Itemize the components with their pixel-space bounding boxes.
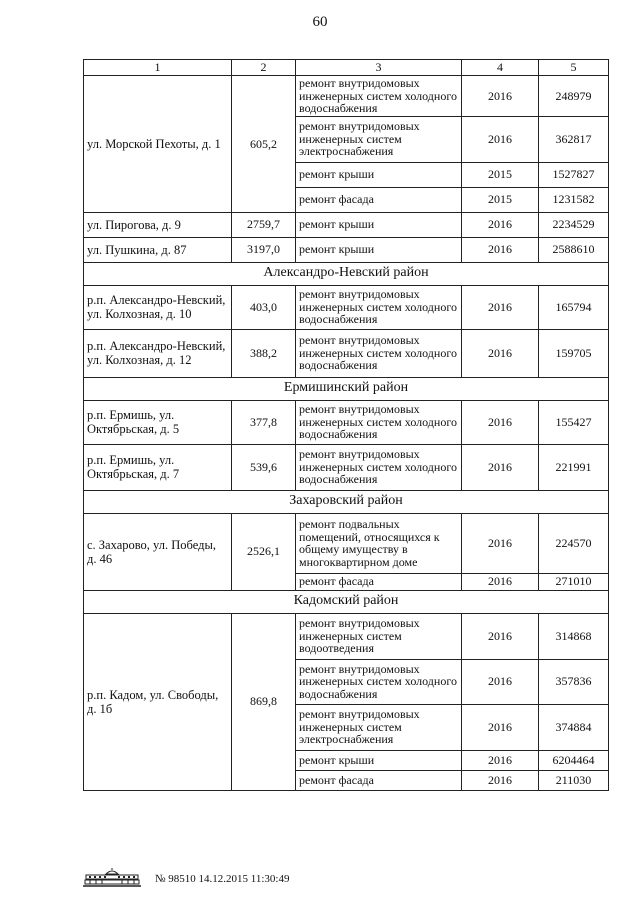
year-cell: 2016 bbox=[462, 76, 539, 117]
cost-cell: 357836 bbox=[539, 659, 609, 704]
table-row bbox=[84, 400, 609, 444]
work-type-cell: ремонт крыши bbox=[296, 162, 462, 187]
table-row bbox=[84, 285, 609, 329]
cost-cell: 248979 bbox=[539, 76, 609, 117]
work-type-cell: ремонт внутридомовых инженерных систем холодного водоснабжения bbox=[296, 400, 462, 444]
cost-cell: 211030 bbox=[539, 770, 609, 790]
table-row bbox=[84, 212, 609, 237]
work-type-cell: ремонт внутридомовых инженерных систем водоотведения bbox=[296, 613, 462, 659]
cost-cell: 2588610 bbox=[539, 237, 609, 262]
page-number: 60 bbox=[312, 14, 328, 30]
work-type-cell: ремонт крыши bbox=[296, 237, 462, 262]
year-cell: 2016 bbox=[462, 237, 539, 262]
district-header-row bbox=[84, 590, 609, 613]
work-type-cell: ремонт внутридомовых инженерных систем электроснабжения bbox=[296, 704, 462, 750]
district-name: Кадомский район bbox=[84, 590, 609, 613]
work-type-cell: ремонт внутридомовых инженерных систем холодного водоснабжения bbox=[296, 76, 462, 117]
district-name: Захаровский район bbox=[84, 490, 609, 513]
work-type-cell: ремонт внутридомовых инженерных систем холодного водоснабжения bbox=[296, 444, 462, 490]
year-cell: 2015 bbox=[462, 162, 539, 187]
address-cell: с. Захарово, ул. Победы, д. 46 bbox=[84, 513, 232, 590]
year-cell: 2016 bbox=[462, 613, 539, 659]
address-cell: р.п. Ермишь, ул. Октябрьская, д. 7 bbox=[84, 444, 232, 490]
address-cell: р.п. Александро-Невский, ул. Колхозная, д. 10 bbox=[84, 285, 232, 329]
table-row bbox=[84, 613, 609, 659]
registry-body bbox=[84, 60, 609, 791]
year-cell: 2016 bbox=[462, 329, 539, 377]
cost-cell: 221991 bbox=[539, 444, 609, 490]
cost-cell: 271010 bbox=[539, 573, 609, 590]
year-cell: 2016 bbox=[462, 116, 539, 162]
cost-cell: 1527827 bbox=[539, 162, 609, 187]
work-type-cell: ремонт крыши bbox=[296, 212, 462, 237]
year-cell: 2016 bbox=[462, 285, 539, 329]
cost-cell: 159705 bbox=[539, 329, 609, 377]
area-cell: 388,2 bbox=[232, 329, 296, 377]
address-cell: ул. Пушкина, д. 87 bbox=[84, 237, 232, 262]
table-row bbox=[84, 444, 609, 490]
area-cell: 403,0 bbox=[232, 285, 296, 329]
cost-cell: 362817 bbox=[539, 116, 609, 162]
cost-cell: 165794 bbox=[539, 285, 609, 329]
area-cell: 869,8 bbox=[232, 613, 296, 790]
year-cell: 2016 bbox=[462, 513, 539, 573]
cost-cell: 6204464 bbox=[539, 750, 609, 770]
column-number: 4 bbox=[462, 60, 539, 76]
column-number: 3 bbox=[296, 60, 462, 76]
area-cell: 3197,0 bbox=[232, 237, 296, 262]
work-type-cell: ремонт фасада bbox=[296, 573, 462, 590]
area-cell: 605,2 bbox=[232, 76, 296, 213]
work-type-cell: ремонт внутридомовых инженерных систем электроснабжения bbox=[296, 116, 462, 162]
cost-cell: 314868 bbox=[539, 613, 609, 659]
work-type-cell: ремонт внутридомовых инженерных систем холодного водоснабжения bbox=[296, 659, 462, 704]
repair-registry-table bbox=[83, 59, 609, 791]
cost-cell: 2234529 bbox=[539, 212, 609, 237]
district-header-row bbox=[84, 490, 609, 513]
year-cell: 2016 bbox=[462, 212, 539, 237]
area-cell: 2526,1 bbox=[232, 513, 296, 590]
work-type-cell: ремонт фасада bbox=[296, 770, 462, 790]
district-header-row bbox=[84, 377, 609, 400]
year-cell: 2016 bbox=[462, 704, 539, 750]
work-type-cell: ремонт подвальных помещений, относящихся к общему имуществу в многоквартирном доме bbox=[296, 513, 462, 573]
cost-cell: 1231582 bbox=[539, 187, 609, 212]
year-cell: 2016 bbox=[462, 770, 539, 790]
registration-stamp: № 98510 14.12.2015 11:30:49 bbox=[155, 873, 290, 885]
work-type-cell: ремонт внутридомовых инженерных систем холодного водоснабжения bbox=[296, 329, 462, 377]
table-row bbox=[84, 513, 609, 573]
work-type-cell: ремонт фасада bbox=[296, 187, 462, 212]
column-number: 1 bbox=[84, 60, 232, 76]
area-cell: 2759,7 bbox=[232, 212, 296, 237]
cost-cell: 374884 bbox=[539, 704, 609, 750]
address-cell: ул. Морской Пехоты, д. 1 bbox=[84, 76, 232, 213]
column-number-row bbox=[84, 60, 609, 76]
work-type-cell: ремонт внутридомовых инженерных систем холодного водоснабжения bbox=[296, 285, 462, 329]
address-cell: ул. Пирогова, д. 9 bbox=[84, 212, 232, 237]
cost-cell: 155427 bbox=[539, 400, 609, 444]
table-row bbox=[84, 329, 609, 377]
address-cell: р.п. Кадом, ул. Свободы, д. 1б bbox=[84, 613, 232, 790]
year-cell: 2016 bbox=[462, 444, 539, 490]
area-cell: 539,6 bbox=[232, 444, 296, 490]
cost-cell: 224570 bbox=[539, 513, 609, 573]
year-cell: 2016 bbox=[462, 659, 539, 704]
area-cell: 377,8 bbox=[232, 400, 296, 444]
year-cell: 2016 bbox=[462, 750, 539, 770]
document-footer bbox=[83, 866, 289, 888]
address-cell: р.п. Ермишь, ул. Октябрьская, д. 5 bbox=[84, 400, 232, 444]
table-row bbox=[84, 76, 609, 117]
year-cell: 2015 bbox=[462, 187, 539, 212]
district-name: Ермишинский район bbox=[84, 377, 609, 400]
year-cell: 2016 bbox=[462, 573, 539, 590]
building-emblem-icon bbox=[83, 868, 141, 888]
address-cell: р.п. Александро-Невский, ул. Колхозная, д. 12 bbox=[84, 329, 232, 377]
district-header-row bbox=[84, 262, 609, 285]
column-number: 2 bbox=[232, 60, 296, 76]
table-row bbox=[84, 237, 609, 262]
year-cell: 2016 bbox=[462, 400, 539, 444]
column-number: 5 bbox=[539, 60, 609, 76]
district-name: Александро-Невский район bbox=[84, 262, 609, 285]
work-type-cell: ремонт крыши bbox=[296, 750, 462, 770]
